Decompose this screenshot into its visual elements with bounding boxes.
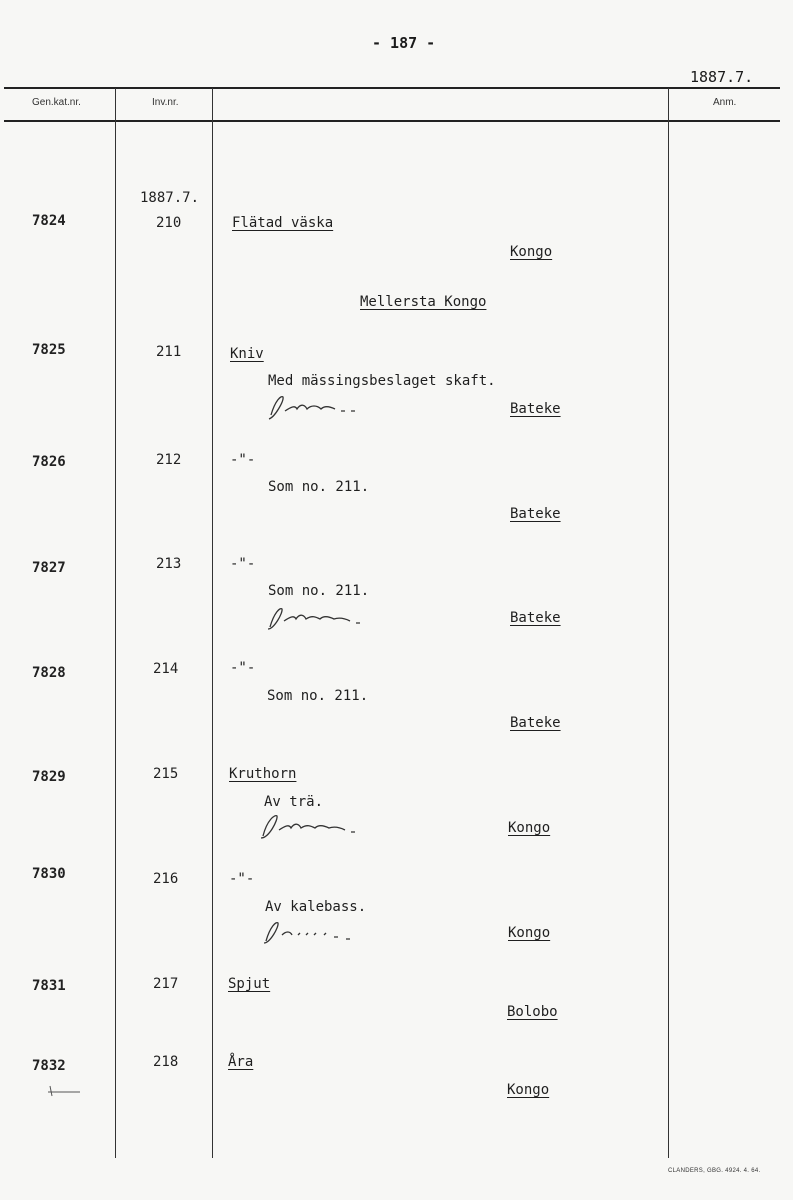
signature-mark (262, 603, 372, 633)
gen-kat-nr: 7825 (32, 342, 66, 358)
item-name: -"- (230, 660, 256, 676)
signature-mark (258, 917, 368, 947)
inv-nr: 212 (156, 452, 182, 468)
item-origin: Kongo (507, 1082, 550, 1098)
gen-kat-nr: 7829 (32, 769, 66, 785)
item-origin: Bolobo (507, 1004, 558, 1020)
inv-nr: 216 (153, 871, 179, 887)
signature-mark (265, 393, 365, 423)
item-description: Som no. 211. (268, 479, 370, 495)
inv-nr: 214 (153, 661, 179, 677)
column-divider-2 (212, 88, 213, 1158)
header-bottom-rule (4, 120, 780, 122)
inv-nr: 211 (156, 344, 182, 360)
item-name: -"- (230, 452, 256, 468)
gen-kat-nr: 7827 (32, 560, 66, 576)
gen-kat-nr: 7831 (32, 978, 66, 994)
inv-nr: 218 (153, 1054, 179, 1070)
item-origin: Bateke (510, 506, 561, 522)
printer-imprint: CLANDERS, GBG. 4924. 4. 64. (668, 1168, 761, 1174)
item-origin: Kongo (508, 925, 551, 941)
inv-nr: 210 (156, 215, 182, 231)
item-name: -"- (229, 871, 255, 887)
item-description: Av trä. (264, 794, 324, 810)
inv-nr: 217 (153, 976, 179, 992)
item-name: Spjut (228, 976, 271, 992)
page-number: - 187 - (372, 34, 436, 52)
item-name: Åra (228, 1054, 254, 1070)
item-origin: Kongo (508, 820, 551, 836)
section-date: 1887.7. (140, 190, 200, 206)
item-origin: Bateke (510, 610, 561, 626)
pencil-tick-mark (40, 1082, 84, 1102)
gen-kat-nr: 7826 (32, 454, 66, 470)
inv-nr: 213 (156, 556, 182, 572)
item-name: Flätad väska (232, 215, 334, 231)
item-name: Kruthorn (229, 766, 297, 782)
item-description: Som no. 211. (268, 583, 370, 599)
gen-kat-nr: 7824 (32, 213, 66, 229)
item-description: Med mässingsbeslaget skaft. (268, 373, 496, 389)
gen-kat-nr: 7828 (32, 665, 66, 681)
header-top-rule (4, 87, 780, 89)
signature-mark (255, 810, 365, 842)
item-origin: Bateke (510, 401, 561, 417)
column-divider-1 (115, 88, 116, 1158)
header-gen-kat-nr: Gen.kat.nr. (32, 97, 81, 108)
item-name: Kniv (230, 346, 264, 362)
item-description: Av kalebass. (265, 899, 367, 915)
gen-kat-nr: 7830 (32, 866, 66, 882)
header-inv-nr: Inv.nr. (152, 97, 179, 108)
column-divider-3 (668, 88, 669, 1158)
header-anm: Anm. (713, 97, 737, 108)
gen-kat-nr: 7832 (32, 1058, 66, 1074)
item-name: -"- (230, 556, 256, 572)
item-origin: Bateke (510, 715, 561, 731)
item-origin: Kongo (510, 244, 553, 260)
section-heading: Mellersta Kongo (360, 294, 487, 310)
inv-nr: 215 (153, 766, 179, 782)
item-description: Som no. 211. (267, 688, 369, 704)
corner-date: 1887.7. (690, 68, 754, 86)
